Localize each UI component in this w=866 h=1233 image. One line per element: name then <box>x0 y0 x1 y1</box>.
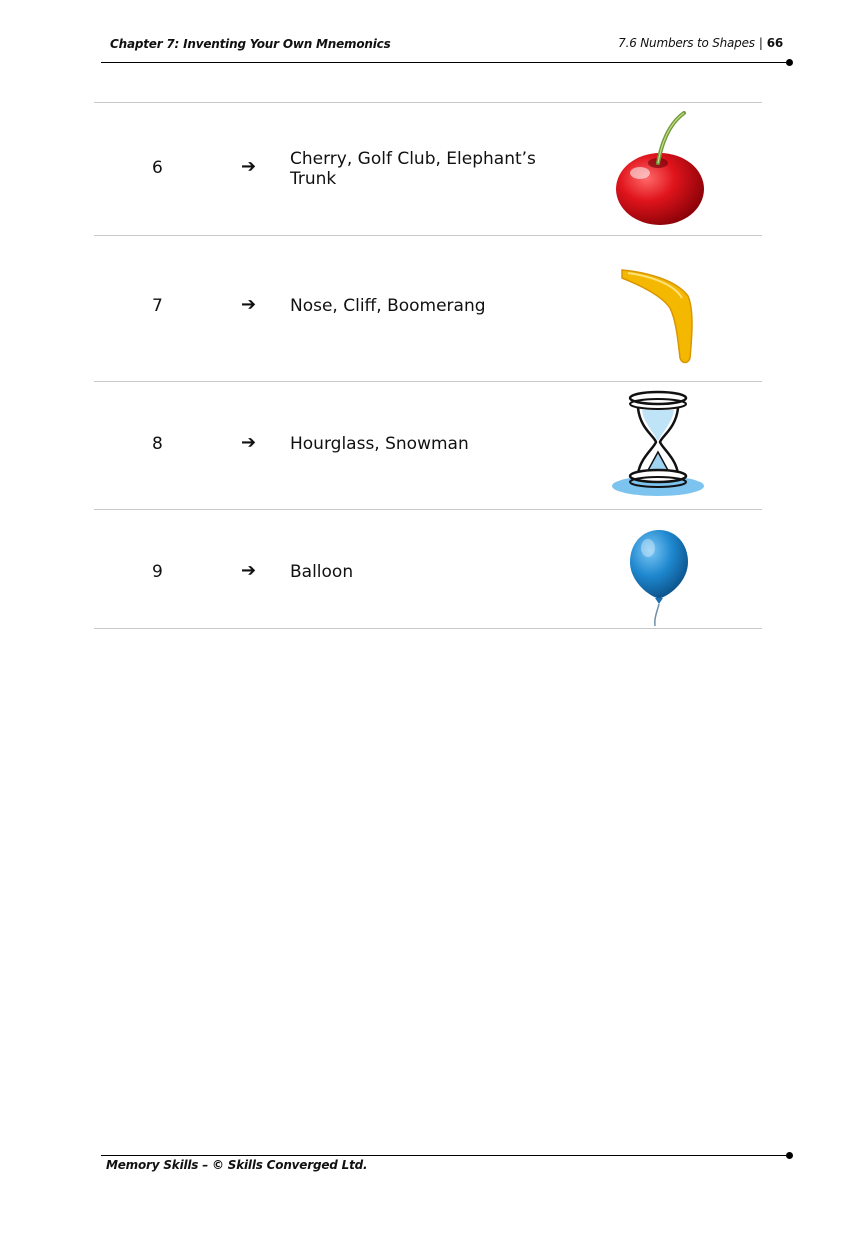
arrow-icon: ➔ <box>241 432 257 453</box>
arrow-icon: ➔ <box>241 560 257 581</box>
table-row <box>94 235 762 381</box>
table-row <box>94 509 762 629</box>
numbers-to-shapes-table <box>94 102 762 629</box>
hourglass-icon <box>608 390 708 504</box>
page-number: 66 <box>766 36 783 50</box>
table-row <box>94 381 762 509</box>
row-shapes: Nose, Cliff, Boomerang <box>290 296 486 316</box>
row-shapes: Hourglass, Snowman <box>290 434 469 454</box>
arrow-icon: ➔ <box>241 156 257 177</box>
header-rule-end-dot <box>786 59 793 66</box>
cherry-icon <box>612 111 716 231</box>
row-number: 6 <box>152 158 163 178</box>
row-number: 8 <box>152 434 163 454</box>
footer-rule-end-dot <box>786 1152 793 1159</box>
header-separator: | <box>758 36 763 50</box>
balloon-icon <box>624 526 694 630</box>
running-header-chapter: Chapter 7: Inventing Your Own Mnemonics <box>110 37 391 51</box>
row-shapes: Balloon <box>290 562 354 582</box>
header-rule <box>101 62 789 63</box>
table-row <box>94 102 762 235</box>
row-number: 7 <box>152 296 163 316</box>
running-header-section <box>618 36 783 50</box>
section-title: 7.6 Numbers to Shapes <box>618 36 755 50</box>
row-shapes: Cherry, Golf Club, Elephant’s Trunk <box>290 149 536 189</box>
row-number: 9 <box>152 562 163 582</box>
footer-rule <box>101 1155 789 1156</box>
arrow-icon: ➔ <box>241 294 257 315</box>
footer-copyright: Memory Skills – © Skills Converged Ltd. <box>106 1158 368 1172</box>
boomerang-icon <box>616 264 698 370</box>
